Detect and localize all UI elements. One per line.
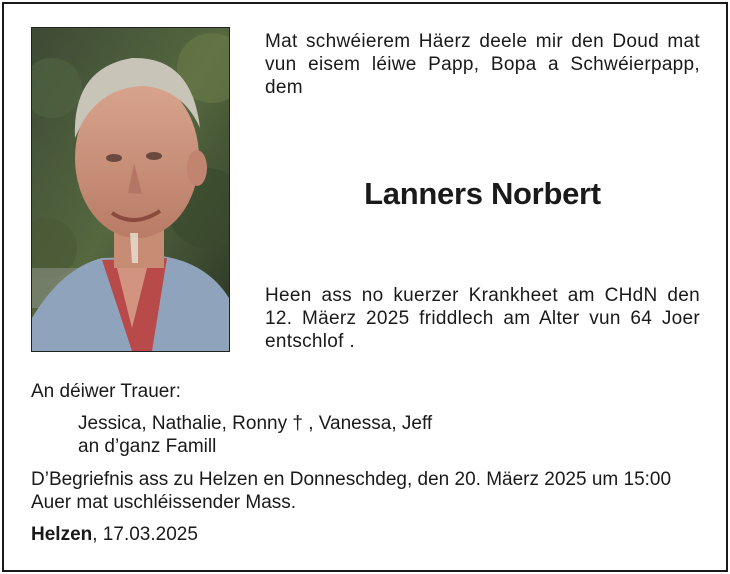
- mourners-list: [78, 412, 432, 458]
- intro-text: Mat schwéierem Häerz deele mir den Doud mat vun eisem léiwe Papp, Bopa a Schwéierpapp, dem: [265, 31, 700, 98]
- portrait-photo: [31, 27, 230, 352]
- footer-place-date: [31, 524, 198, 546]
- mourners-label: An déiwer Trauer:: [31, 381, 181, 402]
- passing-text: Heen ass no kuerzer Krankheet am CHdN den 12. Mäerz 2025 friddlech am Alter vun 64 Joer entschlof .: [265, 285, 700, 352]
- footer-separator: ,: [92, 524, 98, 545]
- deceased-name: Lanners Norbert: [364, 176, 601, 211]
- footer-date: 17.03.2025: [97, 524, 198, 545]
- footer-place: Helzen: [31, 524, 93, 545]
- funeral-text: D’Begriefnis ass zu Helzen en Donneschdeg, den 20. Mäerz 2025 um 15:00 Auer mat uschléissender Mass.: [31, 469, 672, 513]
- mourners-line-1: Jessica, Nathalie, Ronny † , Vanessa, Jeff: [78, 413, 433, 434]
- mourners-line-2: an d’ganz Famill: [78, 436, 217, 457]
